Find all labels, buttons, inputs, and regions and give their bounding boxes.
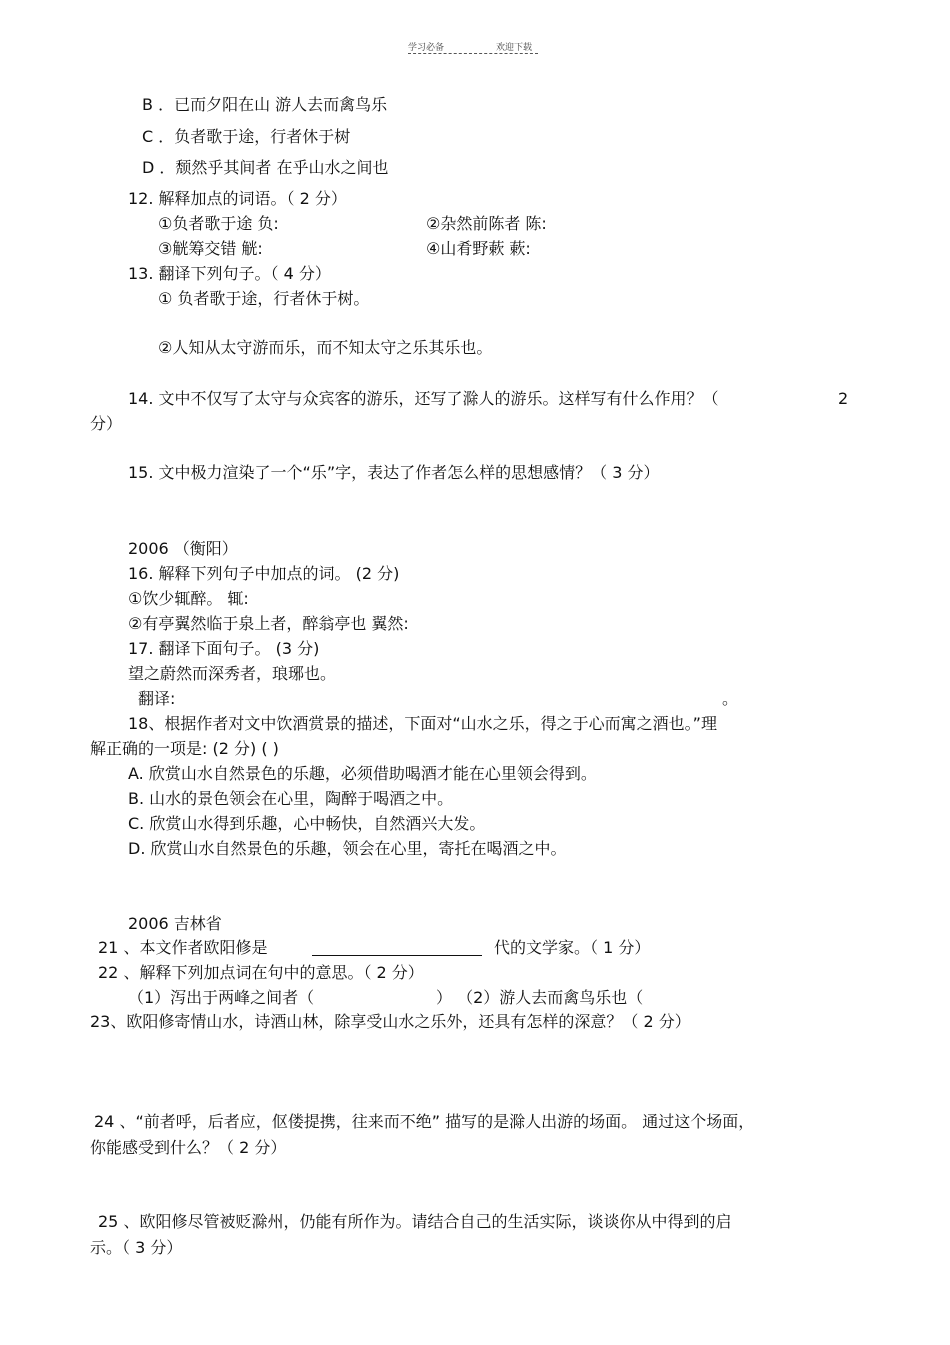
question-17-sentence: 望之蔚然而深秀者，琅琊也。 [128,664,337,683]
question-16: 16. 解释下列句子中加点的词。 (2 分) [128,564,400,583]
question-14-score: 2 [838,389,849,408]
question-22-item-2: ） （2）游人去而禽鸟乐也（ [436,988,644,1007]
option-c: C ．负者歌于途，行者休于树 [142,127,351,146]
question-18-option-b: B. 山水的景色领会在心里，陶醉于喝酒之中。 [128,789,454,808]
question-22-item-1: （1）泻出于两峰之间者（ [128,988,315,1007]
question-24: 24 、“前者呼，后者应，伛偻提携，往来而不绝” 描写的是滁人出游的场面。 通过这个场面， [94,1112,755,1131]
question-14-cont: 分） [90,414,123,433]
question-18: 18、根据作者对文中饮酒赏景的描述，下面对“山水之乐，得之于心而寓之酒也。”理 [128,714,717,733]
page-header [408,38,538,56]
question-16-item-1: ①饮少辄醉。 辄: [128,589,249,608]
question-18-option-a: A. 欣赏山水自然景色的乐趣，必须借助喝酒才能在心里领会得到。 [128,764,597,783]
question-17-translate: 翻译: [138,689,176,708]
question-21-blank[interactable] [312,955,482,956]
question-13: 13. 翻译下列句子。（ 4 分） [128,264,331,283]
header-divider [408,53,538,54]
question-21: 21 、本文作者欧阳修是 [98,938,268,957]
section-2006-hengyang: 2006 （衡阳） [128,539,238,558]
question-12: 12. 解释加点的词语。（ 2 分） [128,189,347,208]
question-23: 23、欧阳修寄情山水，诗酒山林，除享受山水之乐外，还具有怎样的深意？（ 2 分） [90,1012,691,1031]
question-25: 25 、欧阳修尽管被贬滁州，仍能有所作为。请结合自己的生活实际，谈谈你从中得到的启 [98,1212,732,1231]
question-25-cont: 示。（ 3 分） [90,1238,183,1257]
question-13-item-2: ②人知从太守游而乐，而不知太守之乐其乐也。 [158,338,493,357]
question-16-item-2: ②有亭翼然临于泉上者，醉翁亭也 翼然: [128,614,409,633]
question-18-option-d: D. 欣赏山水自然景色的乐趣，领会在心里，寄托在喝酒之中。 [128,839,567,858]
question-13-item-1: ① 负者歌于途，行者休于树。 [158,289,370,308]
option-b: B ．已而夕阳在山 游人去而禽鸟乐 [142,95,388,114]
question-17: 17. 翻译下面句子。 (3 分) [128,639,320,658]
question-12-item-1: ①负者歌于途 负: [158,214,279,233]
question-12-item-2: ②杂然前陈者 陈: [426,214,547,233]
question-14: 14. 文中不仅写了太守与众宾客的游乐，还写了滁人的游乐。这样写有什么作用？（ [128,389,719,408]
question-18-cont: 解正确的一项是: (2 分) ( ) [90,739,279,758]
question-24-cont: 你能感受到什么？（ 2 分） [90,1138,287,1157]
question-17-end: 。 [722,689,739,708]
option-d: D ．颓然乎其间者 在乎山水之间也 [142,158,389,177]
question-12-item-3: ③觥筹交错 觥: [158,239,263,258]
question-22: 22 、解释下列加点词在句中的意思。（ 2 分） [98,963,424,982]
section-2006-jilin: 2006 吉林省 [128,914,222,933]
question-12-item-4: ④山肴野蔌 蔌: [426,239,531,258]
question-21-cont: 代的文学家。（ 1 分） [494,938,651,957]
header-left: 学习必备 [408,43,445,53]
question-18-option-c: C. 欣赏山水得到乐趣，心中畅快，自然酒兴大发。 [128,814,486,833]
header-right: 欢迎下载 [496,43,533,53]
question-15: 15. 文中极力渲染了一个“乐”字，表达了作者怎么样的思想感情？（ 3 分） [128,463,660,482]
